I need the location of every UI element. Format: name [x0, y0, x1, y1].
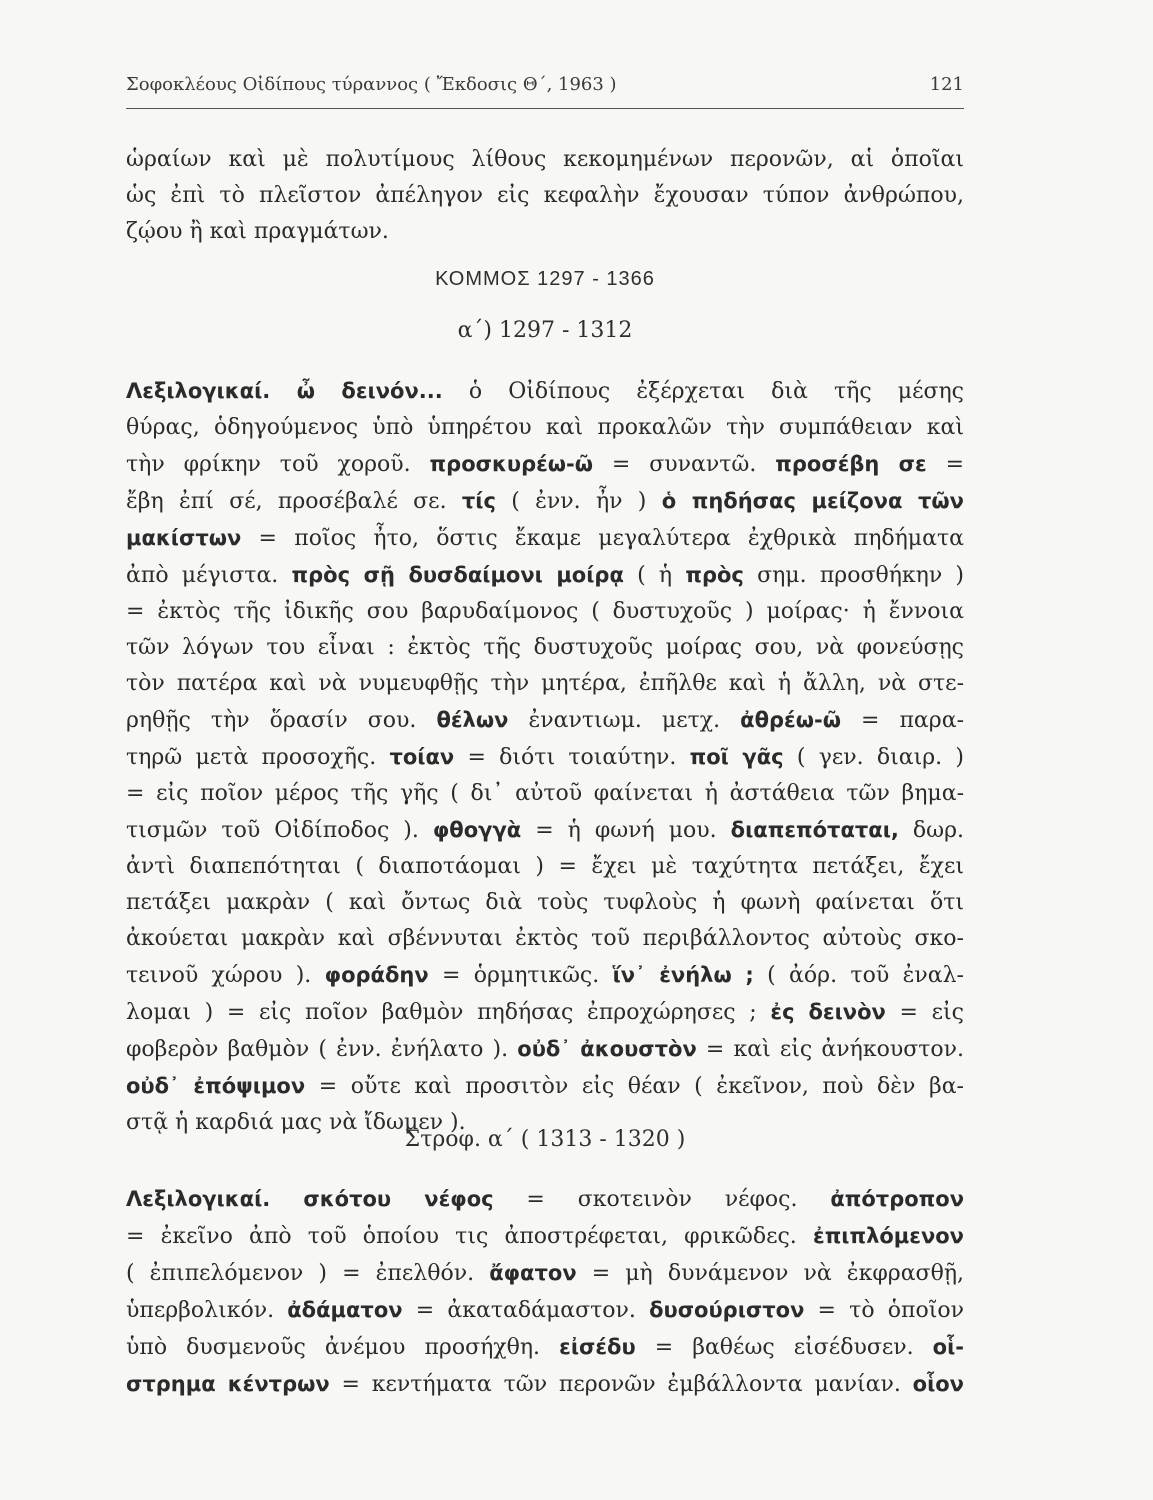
lemma: οὐδ᾽ ἐπόψιμον [126, 1074, 306, 1098]
gloss-text: = μὴ δυνάμενον νὰ ἐκφρασθῇ, [576, 1261, 964, 1286]
gloss-text: = καὶ εἰς ἀνήκουστον. [696, 1037, 964, 1062]
text-line [126, 1255, 964, 1292]
strophe-paragraph [126, 1181, 964, 1403]
gloss-text: φοβερὸν βαθμὸν ( ἐνν. ἐνήλατο ). [126, 1037, 518, 1062]
lemma: πρὸς [685, 563, 744, 587]
text-line [126, 1181, 964, 1218]
lemma: τίς [461, 489, 496, 513]
gloss-text: πετάξει μακρὰν ( καὶ ὄντως διὰ τοὺς τυφλοὺς ἡ φωνὴ φαίνεται ὅτι [126, 890, 964, 915]
text-line [126, 921, 964, 957]
lemma: προσέβη σε [775, 452, 927, 476]
gloss-text: = συναντῶ. [593, 452, 776, 477]
text-line: ζῴου ἢ καὶ πραγμάτων. [126, 219, 389, 244]
lemma: πρὸς σῇ δυσδαίμονι μοίρᾳ [291, 563, 624, 587]
text-line [126, 1031, 964, 1068]
gloss-text: = ποῖος ἦτο, ὅστις ἔκαμε μεγαλύτερα ἐχθρικὰ πηδήματα [241, 526, 964, 551]
gloss-text: = [926, 452, 964, 477]
gloss-text: = οὔτε καὶ προσιτὸν εἰς θέαν ( ἐκεῖνον, ποὺ δὲν βα- [305, 1074, 964, 1099]
text-line [126, 849, 964, 885]
gloss-text: = σκοτεινὸν νέφος. [493, 1187, 831, 1212]
text-line [126, 630, 964, 666]
gloss-text: ρηθῇς τὴν ὅρασίν σου. [126, 708, 437, 733]
gloss-text: τεινοῦ χώρου ). [126, 963, 325, 988]
lemma: ὁ πηδήσας μείζονα τῶν [661, 489, 964, 513]
section-a-paragraph [126, 373, 964, 1141]
gloss-text: ( ἐνν. ἦν ) [495, 489, 662, 514]
lemma: φοράδην [324, 963, 429, 987]
text-line [126, 776, 964, 812]
gloss-text: τὴν φρίκην τοῦ χοροῦ. [126, 452, 430, 477]
gloss-text: ( ἡ [623, 563, 686, 588]
gloss-text: ὑπὸ δυσμενοῦς ἀνέμου προσήχθη. [126, 1335, 560, 1360]
text-line [126, 885, 964, 921]
gloss-text: ( ἐπιπελόμενον ) = ἐπελθόν. [126, 1261, 490, 1286]
gloss-text: ἐναντιωμ. μετχ. [508, 708, 741, 733]
gloss-text: σημ. προσθήκην ) [743, 563, 964, 588]
page-number: 121 [929, 74, 964, 95]
gloss-text: στᾷ ἡ καρδιά μας νὰ ἴδωμεν ). [126, 1110, 466, 1135]
text-line [126, 446, 964, 483]
lemma: ἵν᾽ ἐνήλω ; [612, 963, 754, 987]
gloss-text: = ἀκαταδάμαστον. [402, 1298, 650, 1323]
lemma: προσκυρέω-ῶ [429, 452, 594, 476]
running-head-title: Σοφοκλέους Οἰδίπους τύραννος ( Ἔκδοσις Θ΄, 1963 ) [126, 74, 617, 95]
lemma: δυσούριστον [649, 1298, 805, 1322]
text-line [126, 1366, 964, 1403]
lemma: Λεξιλογικαί. ὦ δεινόν... [126, 379, 443, 403]
text-line [126, 1068, 964, 1105]
gloss-text: ἀντὶ διαπεπότηται ( διαποτάομαι ) = ἔχει μὲ ταχύτητα πετάξει, ἔχει [126, 854, 964, 879]
text-line [126, 1292, 964, 1329]
gloss-text: ἔβη ἐπί σέ, προσέβαλέ σε. [126, 489, 462, 514]
gloss-text: ( γεν. διαιρ. ) [783, 745, 964, 770]
lemma: οὐδ᾽ ἀκουστὸν [517, 1037, 697, 1061]
lemma: εἰσέδυ [559, 1335, 636, 1359]
lemma: θέλων [436, 708, 509, 732]
lemma: οἷον [912, 1372, 964, 1396]
gloss-text: δωρ. [898, 818, 964, 843]
text-line [126, 594, 964, 630]
gloss-text: = κεντήματα τῶν περονῶν ἐμβάλλοντα μανίαν. [329, 1372, 913, 1397]
text-line [126, 666, 964, 702]
lemma: ἀπότροπον [830, 1187, 964, 1211]
gloss-text: λομαι ) = εἰς ποῖον βαθμὸν πηδήσας ἐπροχώρησες ; [126, 1000, 771, 1025]
header-rule [126, 108, 964, 109]
text-line [126, 739, 964, 776]
text-line [126, 994, 964, 1031]
kommos-heading: ΚΟΜΜΟΣ 1297 - 1366 [435, 268, 655, 290]
lemma: μακίστων [126, 526, 242, 550]
lemma: τοίαν [389, 745, 455, 769]
lemma: ποῖ γᾶς [689, 745, 784, 769]
gloss-text: ( ἀόρ. τοῦ ἐναλ- [753, 963, 964, 988]
gloss-text: = ἐκτὸς τῆς ἰδικῆς σου βαρυδαίμονος ( δυστυχοῦς ) μοίρας· ἡ ἔννοια [126, 599, 964, 624]
text-line [126, 410, 964, 446]
running-head [126, 74, 964, 95]
gloss-text: τὸν πατέρα καὶ νὰ νυμευφθῇς τὴν μητέρα, ἐπῆλθε καὶ ἡ ἄλλη, νὰ στε- [126, 671, 964, 696]
lemma: ἐς δεινὸν [770, 1000, 886, 1024]
lemma: διαπεπόταται, [730, 818, 899, 842]
text-line [126, 702, 964, 739]
gloss-text: = παρα- [840, 708, 964, 733]
gloss-text: ἀπὸ μέγιστα. [126, 563, 292, 588]
text-line [126, 1218, 964, 1255]
lemma: φθογγὰ [432, 818, 522, 842]
text-line [126, 483, 964, 520]
text-line [126, 812, 964, 849]
gloss-text: θύρας, ὁδηγούμενος ὑπὸ ὑπηρέτου καὶ προκαλῶν τὴν συμπάθειαν καὶ [126, 415, 964, 440]
gloss-text: τισμῶν τοῦ Οἰδίποδος ). [126, 818, 433, 843]
gloss-text: = διότι τοιαύτην. [454, 745, 690, 770]
strophe-heading: Στροφ. α΄ ( 1313 - 1320 ) [404, 1127, 686, 1152]
lemma: ἄφατον [489, 1261, 577, 1285]
lemma: οἷ- [932, 1335, 964, 1359]
gloss-text: τηρῶ μετὰ προσοχῆς. [126, 745, 390, 770]
gloss-text: = τὸ ὁποῖον [804, 1298, 964, 1323]
gloss-text: = ἡ φωνή μου. [521, 818, 731, 843]
gloss-text: = ὁρμητικῶς. [428, 963, 613, 988]
text-line [126, 957, 964, 994]
lemma: ἀδάματον [287, 1298, 403, 1322]
gloss-text: τῶν λόγων του εἶναι : ἐκτὸς τῆς δυστυχοῦς μοίρας σου, νὰ φονεύσῃς [126, 635, 964, 660]
section-a-heading: α΄) 1297 - 1312 [457, 318, 633, 343]
text-line [126, 557, 964, 594]
text-line: ὡς ἐπὶ τὸ πλεῖστον ἀπέληγον εἰς κεφαλὴν ἔχουσαν τύπον ἀνθρώπου, [126, 183, 964, 208]
gloss-text: = βαθέως εἰσέδυσεν. [635, 1335, 933, 1360]
lemma: Λεξιλογικαί. σκότου νέφος [126, 1187, 494, 1211]
text-line [126, 373, 964, 410]
gloss-text: = εἰς [885, 1000, 964, 1025]
intro-paragraph [126, 142, 964, 250]
gloss-text: ὁ Οἰδίπους ἐξέρχεται διὰ τῆς μέσης [442, 379, 964, 404]
gloss-text: = εἰς ποῖον μέρος τῆς γῆς ( δι᾽ αὐτοῦ φαίνεται ἡ ἀστάθεια τῶν βημα- [126, 781, 964, 806]
gloss-text: = ἐκεῖνο ἀπὸ τοῦ ὁποίου τις ἀποστρέφεται, φρικῶδες. [126, 1224, 813, 1249]
text-line [126, 520, 964, 557]
gloss-text: ἀκούεται μακρὰν καὶ σβέννυται ἐκτὸς τοῦ περιβάλλοντος αὐτοὺς σκο- [126, 926, 964, 951]
gloss-text: ὑπερβολικόν. [126, 1298, 288, 1323]
lemma: ἀθρέω-ῶ [740, 708, 841, 732]
lemma: ἐπιπλόμενον [813, 1224, 964, 1248]
lemma: στρημα κέντρων [126, 1372, 330, 1396]
text-line [126, 1329, 964, 1366]
text-line: ὡραίων καὶ μὲ πολυτίμους λίθους κεκομημένων περονῶν, αἱ ὁποῖαι [126, 147, 964, 172]
